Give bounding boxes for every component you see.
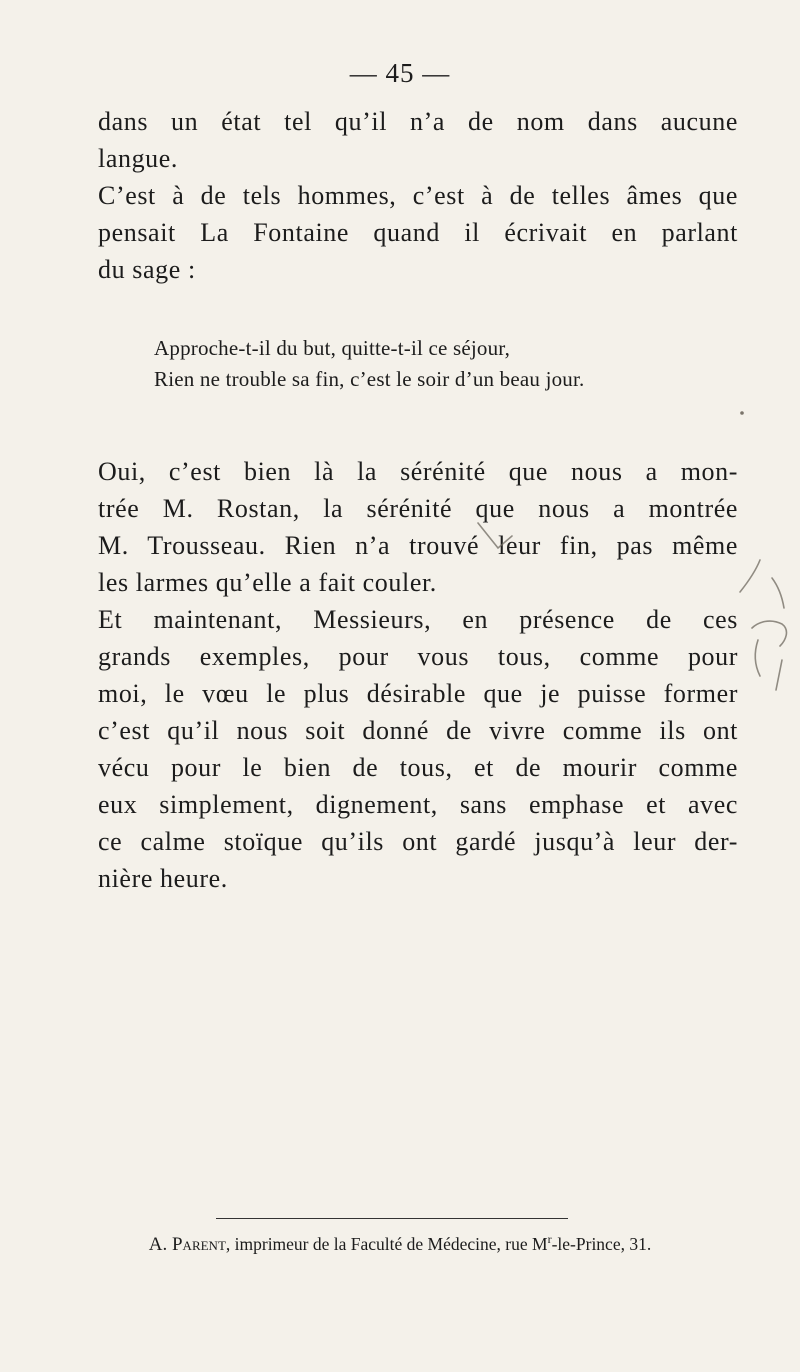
- text-line: Oui, c’est bien là la sérénité que nous a mon-: [98, 457, 738, 486]
- text-line: pensait La Fontaine quand il écrivait en parlant: [98, 218, 738, 247]
- printer-details: , imprimeur de la Faculté de Médecine, rue M: [225, 1233, 548, 1254]
- text-line: du sage :: [98, 255, 196, 284]
- text-line: Et maintenant, Messieurs, en présence de ces: [98, 605, 738, 634]
- text-line: nière heure.: [98, 864, 228, 893]
- verse-line: Approche-t-il du but, quitte-t-il ce séjour,: [154, 336, 511, 360]
- text-line: moi, le vœu le plus désirable que je puisse former: [98, 679, 738, 708]
- printer-superscript: r: [547, 1232, 552, 1246]
- text-line: vécu pour le bien de tous, et de mourir comme: [98, 753, 738, 782]
- verse-line: Rien ne trouble sa fin, c’est le soir d’un beau jour.: [154, 367, 585, 391]
- text-line: C’est à de tels hommes, c’est à de telles âmes que: [98, 181, 738, 210]
- printer-name: A. Parent: [148, 1233, 226, 1255]
- text-line: c’est qu’il nous soit donné de vivre comme ils ont: [98, 716, 738, 745]
- footer-rule: [216, 1218, 568, 1219]
- printer-imprint: [0, 1232, 800, 1256]
- text-line: grands exemples, pour vous tous, comme pour: [98, 642, 738, 671]
- text-line: dans un état tel qu’il n’a de nom dans aucune: [98, 107, 738, 136]
- text-line: ce calme stoïque qu’ils ont gardé jusqu’à leur der-: [98, 827, 738, 856]
- text-line: langue.: [98, 144, 179, 173]
- printer-street: -le-Prince, 31.: [551, 1233, 652, 1254]
- text-line: eux simplement, dignement, sans emphase et avec: [98, 790, 738, 819]
- page-number: — 45 —: [349, 58, 451, 88]
- text-line: les larmes qu’elle a fait couler.: [98, 568, 437, 597]
- text-line: M. Trousseau. Rien n’a trouvé leur fin, pas même: [98, 531, 738, 560]
- text-line: trée M. Rostan, la sérénité que nous a montrée: [98, 494, 738, 523]
